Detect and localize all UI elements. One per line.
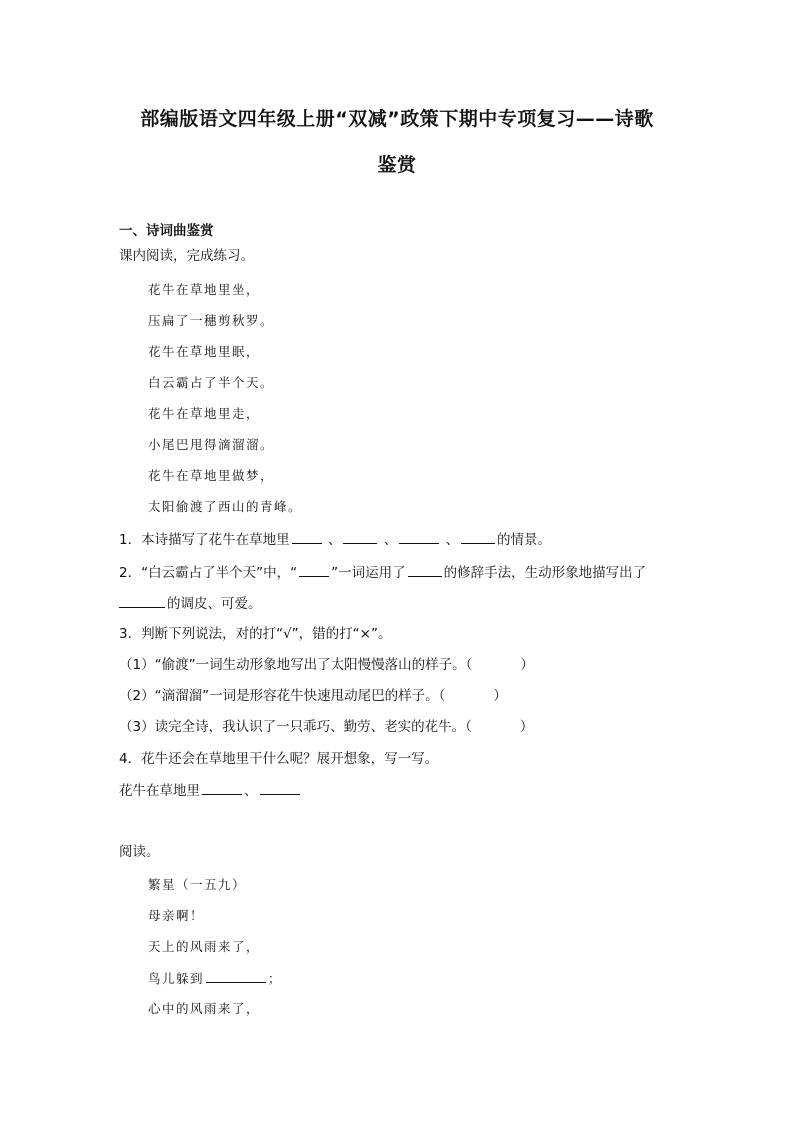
poem-line: 天上的风雨来了， [148, 939, 261, 954]
separator: 、 [244, 783, 258, 799]
poem-line: 白云霸占了半个天。 [148, 375, 275, 390]
answer-blank[interactable] [260, 781, 300, 795]
answer-blank[interactable] [292, 530, 322, 544]
section-heading: 一、诗词曲鉴赏 [119, 223, 214, 239]
paren-close: ） [493, 688, 507, 704]
answer-blank[interactable] [461, 530, 495, 544]
question-2-line-2 [119, 594, 262, 613]
question-4-answer [119, 781, 302, 800]
answer-blank[interactable] [299, 563, 329, 577]
separator: 、 [383, 532, 398, 548]
question-2-text: 的修辞手法，生动形象地描写出了 [443, 565, 647, 581]
poem-line: 花牛在草地里走， [148, 406, 261, 421]
question-3: 3．判断下列说法，对的打“√”，错的打“×”。 [119, 626, 392, 642]
question-2-text: ”一词运用了 [331, 565, 406, 581]
poem-title: 繁星（一五九） [148, 877, 247, 892]
statement-text: （1）“偷渡”一词生动形象地写出了太阳慢慢落山的样子。（ [119, 657, 473, 673]
question-3-item-3 [119, 718, 533, 736]
poem-line: 压扁了一穗剪秋罗。 [148, 313, 275, 328]
poem-text: 鸟儿躲到 [148, 971, 205, 986]
statement-text: （2）“滴溜溜”一词是形容花牛快速甩动尾巴的样子。（ [119, 688, 446, 704]
document-title-line-2: 鉴赏 [377, 154, 417, 176]
paren-close: ） [520, 657, 534, 673]
answer-blank[interactable] [202, 781, 242, 795]
question-2-end: 的调皮、可爱。 [167, 596, 262, 612]
question-1-text: 1．本诗描写了花牛在草地里 [119, 532, 290, 548]
answer-blank[interactable] [408, 563, 442, 577]
answer-blank[interactable] [343, 530, 377, 544]
question-3-item-1 [119, 656, 534, 674]
document-title-line-1: 部编版语文四年级上册“双减”政策下期中专项复习——诗歌 [140, 108, 654, 130]
section-intro: 课内阅读，完成练习。 [119, 248, 254, 264]
poem-line [148, 969, 282, 988]
poem-line: 母亲啊！ [148, 908, 205, 923]
answer-blank[interactable] [206, 969, 266, 983]
poem-line: 小尾巴甩得滴溜溜。 [148, 437, 275, 452]
poem-line: 太阳偷渡了西山的青峰。 [148, 499, 303, 514]
answer-blank[interactable] [399, 530, 439, 544]
answer-prompt: 花牛在草地里 [119, 783, 200, 799]
poem-line: 花牛在草地里眠， [148, 344, 261, 359]
section-2-intro: 阅读。 [119, 844, 160, 860]
question-2-text: 2．“白云霸占了半个天”中，“ [119, 565, 298, 581]
question-1 [119, 530, 551, 549]
separator: 、 [445, 532, 459, 548]
question-3-item-2 [119, 687, 507, 705]
poem-line: 花牛在草地里坐， [148, 282, 261, 297]
question-1-end: 的情景。 [496, 532, 551, 548]
poem-line: 心中的风雨来了， [148, 1001, 261, 1016]
poem-line: 花牛在草地里做梦， [148, 468, 275, 483]
paren-close: ） [519, 719, 534, 735]
question-4: 4．花牛还会在草地里干什么呢？展开想象，写一写。 [119, 751, 439, 767]
poem-punct: ； [268, 971, 283, 986]
answer-blank[interactable] [119, 594, 165, 608]
question-2 [119, 563, 646, 582]
separator: 、 [327, 532, 342, 548]
statement-text: （3）读完全诗，我认识了一只乖巧、勤劳、老实的花牛。（ [119, 719, 472, 735]
